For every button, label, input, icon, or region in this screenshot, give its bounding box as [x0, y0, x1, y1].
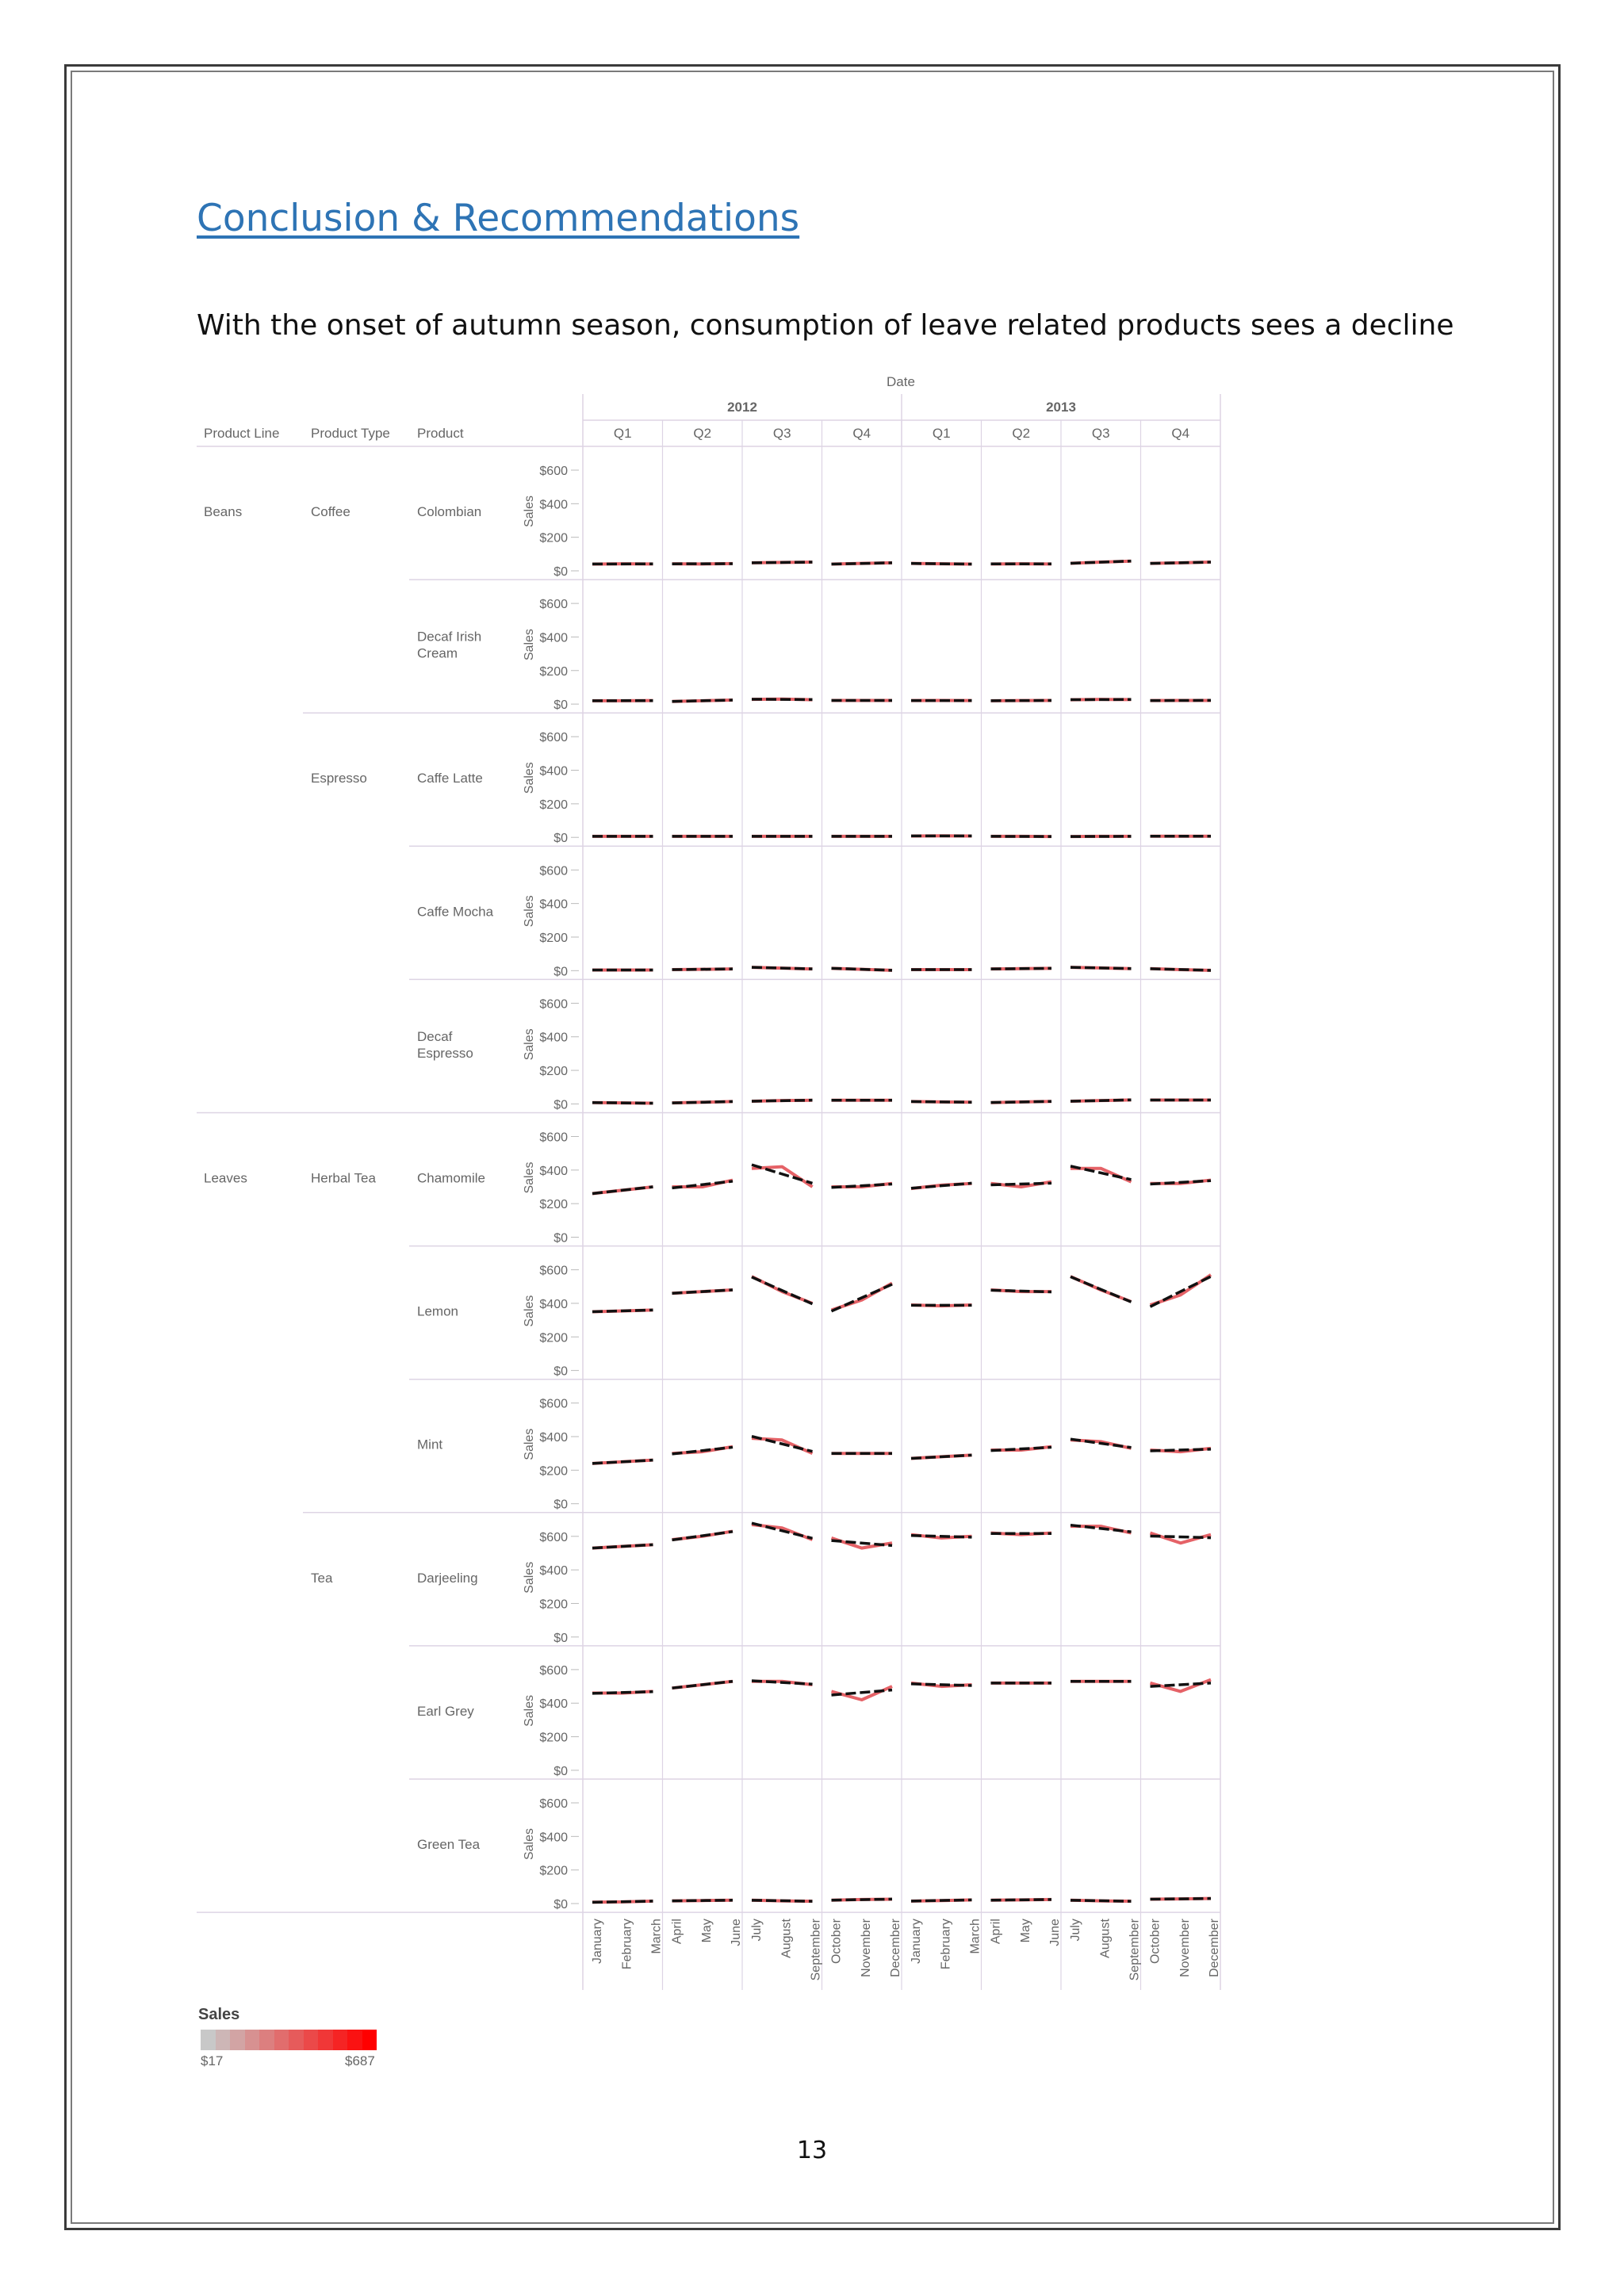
trend-line: [672, 1682, 733, 1688]
y-tick-label: $200: [539, 1198, 568, 1212]
y-tick-label: $0: [553, 832, 568, 846]
product-type-label: Coffee: [311, 504, 350, 519]
legend-swatch: [304, 2030, 319, 2050]
trend-line: [1071, 1100, 1132, 1101]
trend-line: [1071, 967, 1132, 969]
row-header-label: Product: [417, 426, 464, 441]
product-label: Earl Grey: [417, 1703, 474, 1719]
y-tick-label: $0: [553, 698, 568, 713]
month-label: April: [670, 1919, 684, 1945]
y-tick-label: $200: [539, 1731, 568, 1745]
y-tick-label: $600: [539, 1797, 568, 1811]
y-tick-label: $400: [539, 631, 568, 645]
row-header-label: Product Line: [204, 426, 280, 441]
month-label: October: [829, 1919, 844, 1965]
page-number: 13: [796, 2137, 828, 2164]
month-label: August: [1098, 1919, 1113, 1958]
trend-line: [592, 1460, 653, 1464]
y-tick-label: $600: [539, 1663, 568, 1678]
legend-swatch: [318, 2030, 333, 2050]
sales-axis-title: Sales: [523, 1295, 536, 1327]
quarter-header: Q3: [1091, 426, 1110, 441]
trend-line: [752, 1100, 813, 1101]
row-header-label: Product Type: [311, 426, 390, 441]
product-label: Caffe Latte: [417, 771, 483, 786]
legend-swatch: [362, 2030, 377, 2050]
sales-axis-title: Sales: [523, 1428, 536, 1460]
y-tick-label: $400: [539, 897, 568, 912]
legend-color-ramp: [201, 2030, 377, 2050]
legend-swatch: [216, 2030, 231, 2050]
legend-swatch: [289, 2030, 304, 2050]
y-tick-label: $0: [553, 1231, 568, 1246]
month-label: June: [1048, 1919, 1062, 1946]
trend-line: [1151, 1181, 1212, 1184]
sales-axis-title: Sales: [523, 495, 536, 528]
legend-swatch: [245, 2030, 260, 2050]
trend-line: [1151, 1683, 1212, 1686]
product-label: Green Tea: [417, 1837, 481, 1852]
sales-line: [752, 1438, 813, 1453]
trend-line: [991, 1447, 1052, 1450]
trend-line: [911, 1455, 972, 1458]
sales-line: [1071, 1169, 1132, 1182]
product-label: Espresso: [417, 1045, 473, 1061]
month-label: December: [889, 1919, 902, 1977]
y-tick-label: $200: [539, 1598, 568, 1612]
month-label: February: [620, 1919, 634, 1970]
trend-line: [592, 1692, 653, 1693]
y-tick-label: $0: [553, 1098, 568, 1112]
month-label: August: [779, 1919, 794, 1958]
y-tick-label: $600: [539, 465, 568, 478]
trend-line: [1151, 969, 1212, 970]
product-label: Darjeeling: [417, 1570, 478, 1586]
product-label: Cream: [417, 645, 458, 661]
y-tick-label: $400: [539, 1164, 568, 1178]
month-label: January: [591, 1919, 604, 1965]
trend-line: [592, 1103, 653, 1104]
quarter-header: Q1: [613, 426, 632, 441]
month-label: March: [968, 1919, 982, 1954]
y-tick-label: $400: [539, 1564, 568, 1578]
trend-line: [991, 968, 1052, 969]
product-label: Caffe Mocha: [417, 904, 494, 920]
trend-line: [1151, 1536, 1212, 1537]
trend-line: [592, 1901, 653, 1902]
sales-axis-title: Sales: [523, 1561, 536, 1594]
product-label: Mint: [417, 1437, 443, 1452]
sales-axis-title: Sales: [523, 895, 536, 928]
y-tick-label: $0: [553, 1498, 568, 1512]
y-tick-label: $200: [539, 664, 568, 679]
month-label: September: [809, 1919, 823, 1981]
y-tick-label: $0: [553, 1364, 568, 1379]
trend-line: [1151, 1276, 1212, 1307]
trend-line: [592, 1310, 653, 1311]
trend-line: [672, 969, 733, 970]
trend-line: [1151, 562, 1212, 564]
trend-line: [991, 1183, 1052, 1184]
month-label: December: [1208, 1919, 1221, 1977]
y-tick-label: $200: [539, 1065, 568, 1079]
y-tick-label: $400: [539, 1431, 568, 1445]
quarter-header: Q4: [1171, 426, 1190, 441]
sales-axis-title: Sales: [523, 629, 536, 661]
y-tick-label: $600: [539, 864, 568, 878]
lead-paragraph: With the onset of autumn season, consumption of leave related products sees a decline: [197, 309, 1454, 342]
month-label: February: [939, 1919, 953, 1970]
legend-title: Sales: [198, 2006, 240, 2023]
legend-swatch: [274, 2030, 289, 2050]
month-label: May: [699, 1919, 714, 1943]
trend-line: [752, 1900, 813, 1901]
trend-line: [1071, 1900, 1132, 1901]
trend-line: [991, 1290, 1052, 1292]
y-tick-label: $400: [539, 1297, 568, 1311]
month-label: January: [910, 1919, 923, 1965]
trend-line: [672, 1290, 733, 1293]
trend-line: [832, 1184, 893, 1187]
y-tick-label: $400: [539, 764, 568, 779]
product-label: Decaf Irish: [417, 629, 482, 645]
month-label: March: [649, 1919, 664, 1954]
product-line-label: Leaves: [204, 1170, 247, 1186]
trend-line: [592, 1187, 653, 1193]
y-tick-label: $0: [553, 1898, 568, 1911]
y-tick-label: $400: [539, 498, 568, 512]
product-line-label: Beans: [204, 504, 243, 519]
trend-line: [1151, 1449, 1212, 1451]
product-type-label: Herbal Tea: [311, 1170, 376, 1186]
product-label: Decaf: [417, 1028, 453, 1044]
product-label: Lemon: [417, 1303, 458, 1319]
legend-max-label: $687: [345, 2053, 375, 2068]
year-header: 2012: [727, 400, 757, 415]
legend-swatch: [259, 2030, 274, 2050]
y-tick-label: $200: [539, 1464, 568, 1479]
month-label: September: [1128, 1919, 1142, 1981]
trend-line: [592, 1544, 653, 1548]
quarter-header: Q3: [772, 426, 791, 441]
sales-axis-title: Sales: [523, 1827, 536, 1861]
y-tick-label: $200: [539, 798, 568, 812]
legend-swatch: [333, 2030, 348, 2050]
quarter-header: Q4: [852, 426, 871, 441]
legend-min-label: $17: [201, 2053, 224, 2068]
trend-line: [832, 1899, 893, 1900]
month-label: April: [989, 1919, 1003, 1945]
y-tick-label: $400: [539, 1031, 568, 1045]
month-label: July: [750, 1919, 764, 1942]
product-label: Colombian: [417, 504, 482, 519]
month-label: July: [1069, 1919, 1082, 1942]
y-tick-label: $600: [539, 731, 568, 745]
trend-line: [672, 1532, 733, 1540]
year-header: 2013: [1046, 400, 1076, 415]
section-heading: Conclusion & Recommendations: [197, 197, 800, 240]
month-label: November: [1178, 1919, 1192, 1977]
legend-swatch: [201, 2030, 216, 2050]
trend-line: [911, 1684, 972, 1686]
trend-line: [1151, 1899, 1212, 1900]
trend-line: [672, 1101, 733, 1103]
y-tick-label: $600: [539, 1530, 568, 1544]
date-axis-title: Date: [887, 374, 915, 389]
product-type-label: Espresso: [311, 771, 367, 786]
product-label: Chamomile: [417, 1170, 485, 1186]
month-label: November: [859, 1919, 873, 1977]
y-tick-label: $600: [539, 1397, 568, 1411]
sales-axis-title: Sales: [523, 1694, 536, 1727]
product-type-label: Tea: [311, 1570, 333, 1586]
trend-line: [991, 1101, 1052, 1102]
month-label: June: [730, 1919, 743, 1946]
y-tick-label: $200: [539, 1864, 568, 1878]
trend-line: [911, 1101, 972, 1102]
trend-line: [672, 1900, 733, 1901]
month-label: October: [1148, 1919, 1162, 1965]
trend-line: [672, 700, 733, 702]
y-tick-label: $600: [539, 1264, 568, 1278]
y-tick-label: $0: [553, 1764, 568, 1778]
trend-line: [832, 563, 893, 564]
y-tick-label: $400: [539, 1697, 568, 1712]
y-tick-label: $0: [553, 565, 568, 579]
legend-swatch: [230, 2030, 245, 2050]
sales-axis-title: Sales: [523, 1161, 536, 1194]
y-tick-label: $600: [539, 1131, 568, 1145]
y-tick-label: $600: [539, 997, 568, 1012]
trend-line: [752, 562, 813, 563]
trend-line: [752, 967, 813, 969]
legend-swatch: [347, 2030, 362, 2050]
quarter-header: Q2: [1012, 426, 1031, 441]
quarter-header: Q1: [932, 426, 951, 441]
sales-line: [752, 1167, 813, 1187]
sales-axis-title: Sales: [523, 762, 536, 794]
trend-line: [752, 1681, 813, 1684]
month-label: May: [1018, 1919, 1032, 1943]
y-tick-label: $200: [539, 1331, 568, 1345]
y-tick-label: $200: [539, 931, 568, 945]
trend-line: [911, 1536, 972, 1537]
quarter-header: Q2: [693, 426, 712, 441]
sales-line: [1151, 1275, 1212, 1305]
y-tick-label: $400: [539, 1831, 568, 1845]
y-tick-label: $600: [539, 598, 568, 612]
sales-axis-title: Sales: [523, 1028, 536, 1061]
y-tick-label: $200: [539, 531, 568, 545]
y-tick-label: $0: [553, 1631, 568, 1645]
y-tick-label: $0: [553, 965, 568, 979]
